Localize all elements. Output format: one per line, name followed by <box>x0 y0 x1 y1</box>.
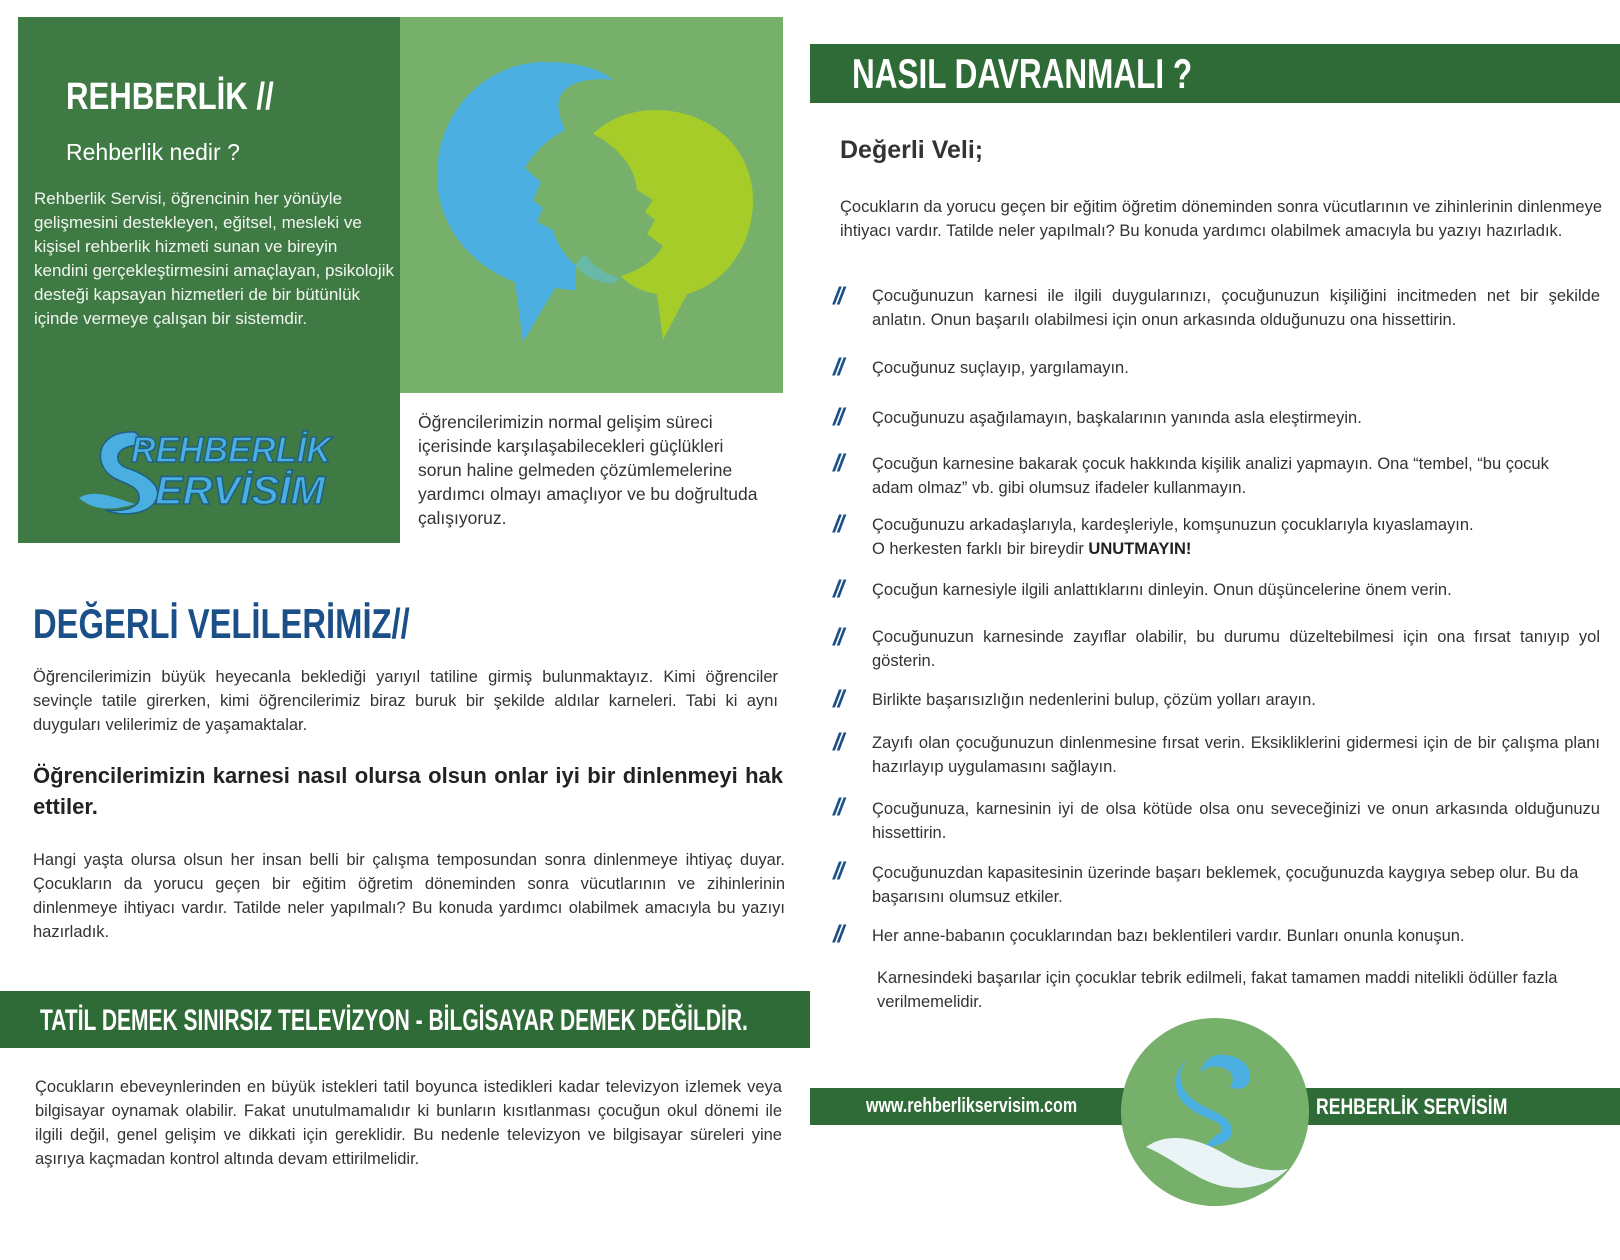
tip-marker-icon: // <box>833 686 843 713</box>
footer-website-link[interactable]: www.rehberlikservisim.com <box>866 1095 1078 1117</box>
veliler-paragraph-2: Hangi yaşta olursa olsun her insan belli bir çalışma temposundan sonra dinlenmeye ihtiyaç duyar. Çocukların da yorucu geçen bir eğitim öğretim döneminden sonra vücutlarının ve zihinlerinin dinlenmeye ihtiyacı vardır. Tatilde neler yapılmalı? Bu konuda yardımcı olabilmek amacıyla bu yazıyı hazırladık. <box>33 851 785 941</box>
tip-marker-icon: // <box>833 404 843 431</box>
tip-item: Çocuğunuzun karnesi ile ilgili duygularınızı, çocuğunuzun kişiliğini incitmeden net bir şekilde anlatın. Onun başarılı olabilmesi için onun arkasında olduğunuzu ona hissettirin. <box>872 287 1600 329</box>
footer-brand: REHBERLİK SERVİSİM <box>1316 1094 1508 1119</box>
tip-item: Çocuğunuzu aşağılamayın, başkalarının yanında asla eleştirmeyin. <box>872 409 1362 427</box>
tip-item: Çocuğunuz suçlayıp, yargılamayın. <box>872 359 1129 377</box>
tip-emphasis: UNUTMAYIN! <box>1088 540 1192 558</box>
speech-bubbles-icon <box>425 50 765 350</box>
veliler-bold-statement: Öğrencilerimizin karnesi nasıl olursa olsun onlar iyi bir dinlenmeyi hak ettiler. <box>33 763 783 819</box>
logo-text-line1: REHBERLİK <box>131 429 334 470</box>
tatil-paragraph: Çocukların ebeveynlerinden en büyük istekleri tatil boyunca istedikleri kadar televizyon izlemek veya bilgisayar oynamak olabilir. Fakat unutulmamalıdır ki bunların kısıtlanması çocuğun okul dönemi ile ilgili değil, genel gelişim ve dikkati için gereklidir. Bu nedenle televizyon ve bilgisayar süreleri yine aşırıya kaçmadan kontrol altında devam ettirilmelidir. <box>35 1078 782 1168</box>
tip-marker-icon: // <box>833 858 843 885</box>
tatil-banner-text: TATİL DEMEK SINIRSIZ TELEVİZYON - BİLGİSAYAR DEMEK DEĞİLDİR. <box>40 1004 748 1037</box>
tip-item: Çocuğunuzun karnesinde zayıflar olabilir, bu durumu düzeltebilmesi için ona fırsat tanıyıp yol gösterin. <box>872 628 1600 670</box>
hero-title: REHBERLİK // <box>66 76 274 118</box>
servisim-emblem-icon <box>1120 1017 1310 1207</box>
tip-marker-icon: // <box>833 624 843 651</box>
closing-note: Karnesindeki başarılar için çocuklar tebrik edilmeli, fakat tamamen maddi nitelikli ödüller fazla verilmemelidir. <box>877 969 1558 1011</box>
tip-item: Çocuğunuzdan kapasitesinin üzerinde başarı beklemek, çocuğunuzda kaygıya sebep olur. Bu da başarısını olumsuz etkiler. <box>872 864 1579 906</box>
tip-item: Çocuğun karnesine bakarak çocuk hakkında kişilik analizi yapmayın. Ona “tembel, “bu çocuk adam olmaz” vb. gibi olumsuz ifadeler kullanmayın. <box>872 455 1549 497</box>
nasil-banner-text: NASIL DAVRANMALI ? <box>852 50 1193 97</box>
nasil-intro: Çocukların da yorucu geçen bir eğitim öğretim döneminden sonra vücutlarının ve zihinlerinin dinlenmeye ihtiyacı vardır. Tatilde neler yapılmalı? Bu konuda yardımcı olabilmek amacıyla bu yazıyı hazırladık. <box>840 198 1602 240</box>
tip-item: Çocuğun karnesiyle ilgili anlattıklarını dinleyin. Onun düşüncelerine önem verin. <box>872 581 1452 599</box>
tip-marker-icon: // <box>833 794 843 821</box>
veliler-paragraph-1: Öğrencilerimizin büyük heyecanla beklediği yarıyıl tatiline girmiş bulunmaktayız. Kimi öğrenciler sevinçle tatile girerken, kimi öğrencilerimiz biraz buruk bir şekilde aldılar karneleri. Tabi ki aynı duyguları velilerimiz de yaşamaktalar. <box>33 668 778 734</box>
tip-item-text: Çocuğunuzu arkadaşlarıyla, kardeşleriyle, komşunuzun çocuklarıyla kıyaslamayın. <box>872 516 1474 534</box>
veliler-title: DEĞERLİ VELİLERİMİZ// <box>33 600 410 647</box>
tip-marker-icon: // <box>833 354 843 381</box>
tip-item-comparison <box>872 513 1600 561</box>
tip-item: Çocuğunuza, karnesinin iyi de olsa kötüde olsa onu seveceğinizi ve onun arkasında olduğunuzu hissettirin. <box>872 800 1600 842</box>
hero-description: Rehberlik Servisi, öğrencinin her yönüyle gelişmesini destekleyen, eğitsel, mesleki ve kişisel rehberlik hizmeti sunan ve bireyin kendini gerçekleştirmesini amaçlayan, psikolojik desteği kapsayan hizmetleri de bir bütünlük içinde vermeye çalışan bir sistemdir. <box>34 189 394 328</box>
tip-marker-icon: // <box>833 450 843 477</box>
veli-greeting: Değerli Veli; <box>840 136 984 164</box>
tip-item: Birlikte başarısızlığın nedenlerini bulup, çözüm yolları arayın. <box>872 691 1316 709</box>
tip-marker-icon: // <box>833 283 843 310</box>
tip-marker-icon: // <box>833 729 843 756</box>
tip-item-text-line2: O herkesten farklı bir bireydir <box>872 540 1084 558</box>
tip-marker-icon: // <box>833 576 843 603</box>
tip-marker-icon: // <box>833 921 843 948</box>
rehberlik-servisim-logo <box>75 412 335 522</box>
tip-item: Zayıfı olan çocuğunuzun dinlenmesine fırsat verin. Eksikliklerini gidermesi için de bir çalışma planı hazırlayıp uygulamasını sağlayın. <box>872 734 1600 776</box>
logo-text-line2: ERVİSİM <box>155 469 327 513</box>
tip-item: Her anne-babanın çocuklarından bazı beklentileri vardır. Bunları onunla konuşun. <box>872 927 1465 945</box>
hero-subtitle: Rehberlik nedir ? <box>66 139 240 165</box>
hero-side-text: Öğrencilerimizin normal gelişim süreci içerisinde karşılaşabilecekleri güçlükleri sorun haline gelmeden çözümlemelerine yardımcı olmayı amaçlıyor ve bu doğrultuda çalışıyoruz. <box>418 412 758 528</box>
tip-marker-icon: // <box>833 511 843 538</box>
